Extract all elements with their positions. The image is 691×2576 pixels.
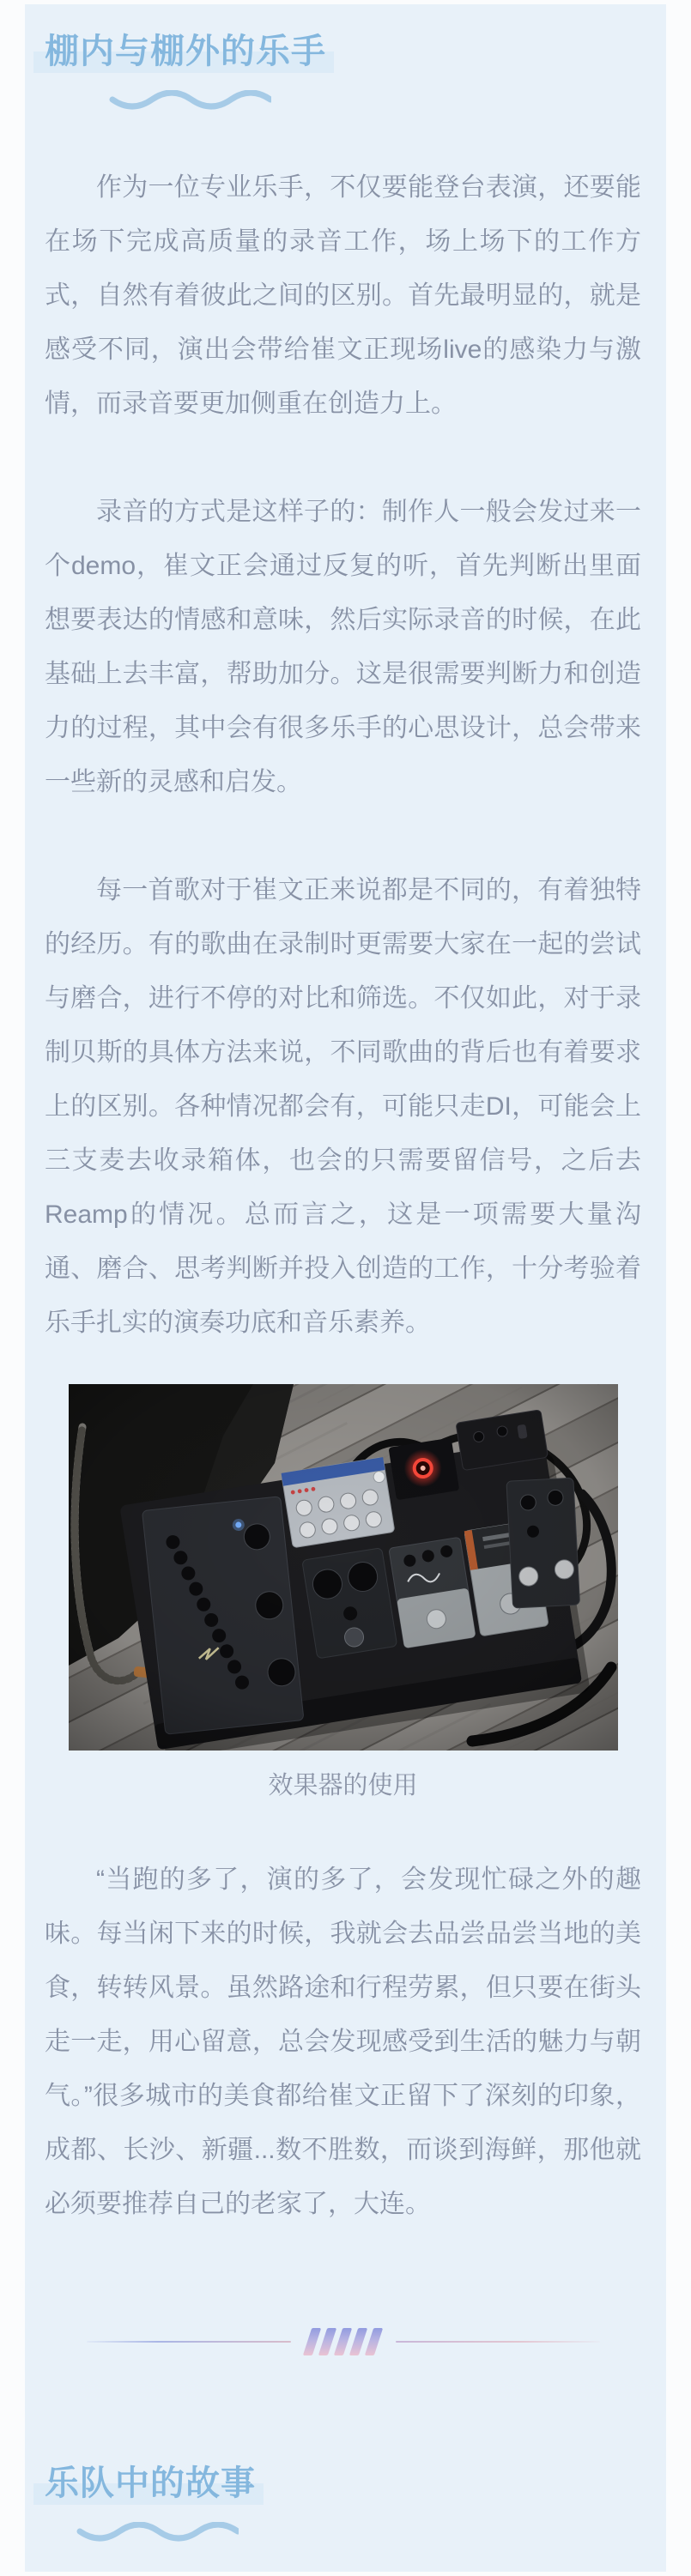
paragraph-2: 录音的方式是这样子的：制作人一般会发过来一个demo，崔文正会通过反复的听，首先判断出里面想要表达的情感和意味，然后实际录音的时候，在此基础上去丰富，帮助加分。这是很需要判断力和创造力的过程，其中会有很多乐手的心思设计，总会带来一些新的灵感和启发。 — [45, 498, 641, 796]
section-header-studio — [45, 4, 641, 114]
section-header-band — [45, 2464, 641, 2546]
section-title-studio: 棚内与棚外的乐手 — [45, 33, 326, 70]
article-content — [25, 4, 666, 2572]
pedalboard-photo[interactable] — [69, 1384, 618, 1751]
divider-line-right — [396, 2341, 600, 2343]
paragraph-1: 作为一位专业乐手，不仅要能登台表演，还要能在场下完成高质量的录音工作，场上场下的工作方式，自然有着彼此之间的区别。首先最明显的，就是感受不同，演出会带给崔文正现场live的感染力与激情，而录音要更加侧重在创造力上。 — [45, 173, 641, 418]
wave-underline-icon — [76, 2522, 239, 2546]
image-caption: 效果器的使用 — [268, 1772, 418, 1799]
section-title-band: 乐队中的故事 — [45, 2464, 256, 2502]
wave-underline-icon — [108, 90, 271, 114]
divider-line-left — [87, 2341, 291, 2343]
section-divider — [45, 2328, 641, 2355]
divider-slashes-icon — [305, 2328, 382, 2355]
paragraph-3: 每一首歌对于崔文正来说都是不同的，有着独特的经历。有的歌曲在录制时更需要大家在一起的尝试与磨合，进行不停的对比和筛选。不仅如此，对于录制贝斯的具体方法来说，不同歌曲的背后也有着要求上的区别。各种情况都会有，可能只走DI，可能会上三支麦去收录箱体，也会的只需要留信号，之后去Reamp的情况。总而言之，这是一项需要大量沟通、磨合、思考判断并投入创造的工作，十分考验着乐手扎实的演奏功底和音乐素养。 — [45, 876, 641, 1337]
article-figure — [45, 1384, 641, 1799]
paragraph-4: “当跑的多了，演的多了，会发现忙碌之外的趣味。每当闲下来的时候，我就会去品尝品尝当地的美食，转转风景。虽然路途和行程劳累，但只要在街头走一走，用心留意，总会发现感受到生活的魅力与朝气。”很多城市的美食都给崔文正留下了深刻的印象，成都、长沙、新疆...数不胜数，而谈到海鲜，那他就必须要推荐自己的老家了，大连。 — [45, 1865, 641, 2218]
